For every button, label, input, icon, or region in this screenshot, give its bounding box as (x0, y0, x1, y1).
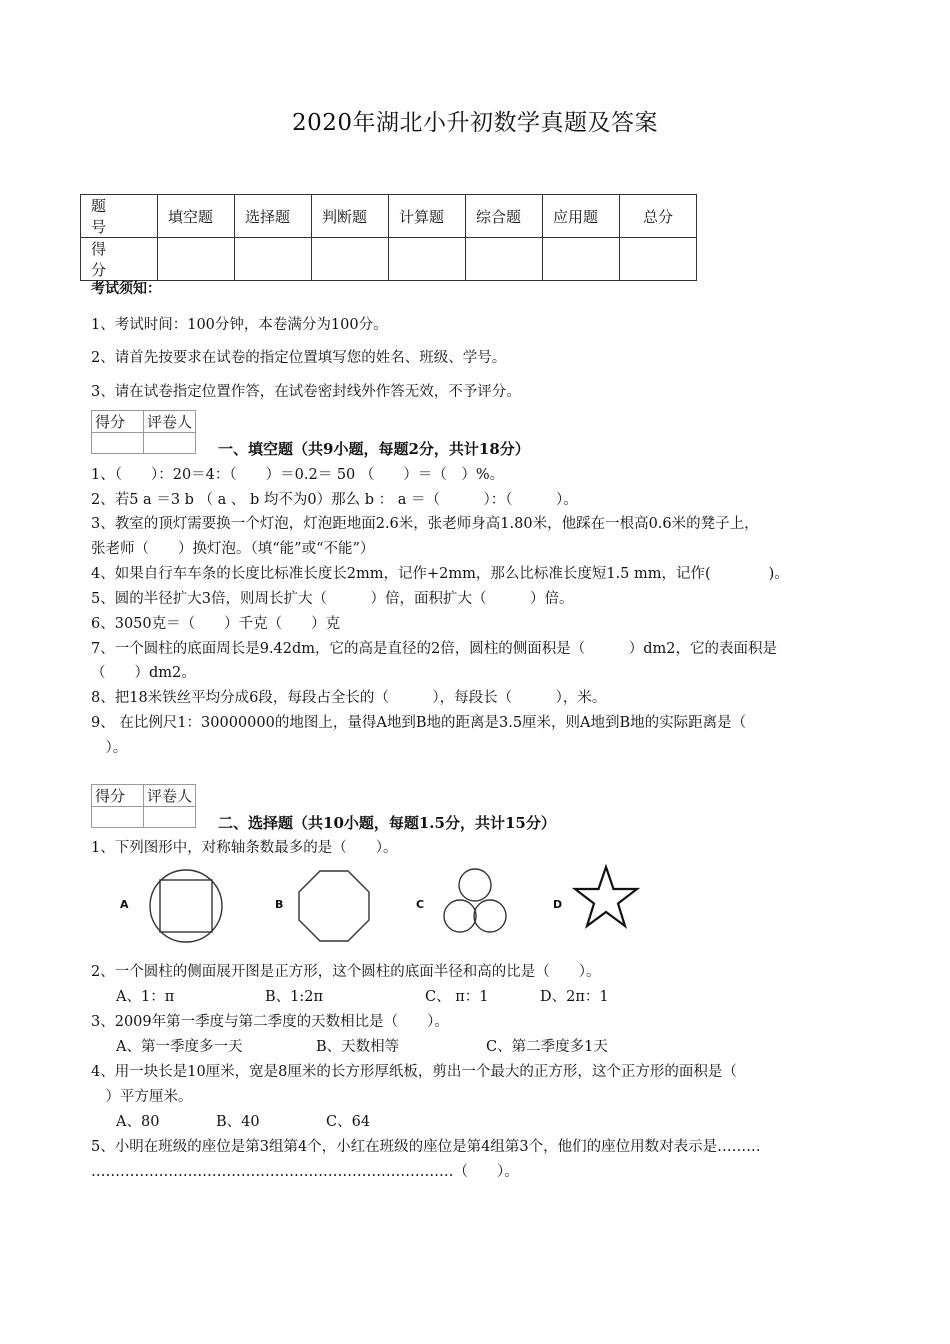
score-cell[interactable] (620, 238, 697, 281)
score-header-cell: 填空题 (158, 195, 235, 238)
option-text: B、1:2π (265, 989, 324, 1005)
question-line: 9、 在比例尺1：30000000的地图上，量得A地到B地的距离是3.5厘米，则A地到B地的实际距离是（ (91, 715, 747, 731)
grader-score-label: 得分 (92, 411, 144, 433)
question-line: 5、圆的半径扩大3倍，则周长扩大（ ）倍，面积扩大（ ）倍。 (91, 591, 574, 607)
circle-square-shape-icon (148, 868, 226, 944)
score-cell[interactable] (235, 238, 312, 281)
grader-score-label: 得分 (92, 785, 144, 807)
score-cell[interactable] (158, 238, 235, 281)
score-header-cell: 计算题 (389, 195, 466, 238)
question-line: 4、如果自行车车条的长度比标准长度长2mm，记作+2mm，那么比标准长度短1.5 mm，记作( )。 (91, 566, 789, 582)
score-cell[interactable] (389, 238, 466, 281)
option-text: C、64 (326, 1114, 371, 1130)
notice-item: 2、请首先按要求在试卷的指定位置填写您的姓名、班级、学号。 (91, 350, 507, 366)
grader-box (91, 784, 196, 828)
grader-reviewer-cell[interactable] (144, 433, 196, 454)
page-title: 2020年湖北小升初数学真题及答案 (291, 110, 659, 136)
notice-heading: 考试须知： (91, 281, 161, 297)
option-text: B、40 (216, 1114, 260, 1130)
star-shape-icon (573, 866, 639, 928)
question-line: ）。 (91, 740, 128, 756)
grader-score-cell[interactable] (92, 433, 144, 454)
score-header-cell: 综合题 (466, 195, 543, 238)
score-header-cell: 应用题 (543, 195, 620, 238)
shape-option-label: B (275, 898, 284, 911)
grader-reviewer-cell[interactable] (144, 807, 196, 828)
question-line: 2、一个圆柱的侧面展开图是正方形，这个圆柱的底面半径和高的比是（ ）。 (91, 964, 601, 980)
question-line: 3、2009年第一季度与第二季度的天数相比是（ ）。 (91, 1014, 449, 1030)
score-header-cell: 判断题 (312, 195, 389, 238)
grader-box (91, 410, 196, 454)
notice-item: 1、考试时间：100分钟，本卷满分为100分。 (91, 317, 388, 333)
question-line: 8、把18米铁丝平均分成6段，每段占全长的（ ），每段长（ ），米。 (91, 690, 607, 706)
notice-item: 3、请在试卷指定位置作答，在试卷密封线外作答无效，不予评分。 (91, 384, 521, 400)
section2-heading: 二、选择题（共10小题，每题1.5分，共计15分） (218, 814, 556, 832)
option-text: A、1：π (116, 989, 175, 1005)
question-line: 1、下列图形中，对称轴条数最多的是（ ）。 (91, 840, 398, 856)
question-line: （ ）dm2。 (91, 665, 196, 681)
question-line: 1、（ ）：20＝4：（ ）＝0.2＝ 50 （ ）＝（ ）%。 (91, 467, 505, 483)
question-line: 7、一个圆柱的底面周长是9.42dm，它的高是直径的2倍，圆柱的侧面积是（ ）dm2，它的表面积是 (91, 641, 778, 657)
question-line: 张老师（ ）换灯泡。（填“能”或“不能”） (91, 541, 375, 557)
option-text: A、第一季度多一天 (116, 1039, 243, 1055)
score-table-score-row (81, 238, 697, 281)
grader-reviewer-label: 评卷人 (144, 785, 196, 807)
score-header-cell: 题 号 (81, 195, 158, 238)
question-line: 5、小明在班级的座位是第3组第4个，小红在班级的座位是第4组第3个，他们的座位用数对表示是……… (91, 1139, 761, 1155)
score-table (80, 194, 697, 281)
option-text: A、80 (116, 1114, 160, 1130)
three-circles-shape-icon (439, 868, 511, 934)
question-line: …………………………………………………………………（ ）。 (91, 1164, 519, 1180)
shape-option-label: D (553, 898, 563, 911)
score-table-header-row (81, 195, 697, 238)
section1-heading: 一、填空题（共9小题，每题2分，共计18分） (218, 440, 530, 458)
option-text: C、第二季度多1天 (486, 1039, 608, 1055)
shape-option-label: A (120, 898, 129, 911)
score-row-label: 得 分 (81, 238, 158, 281)
score-cell[interactable] (543, 238, 620, 281)
shape-option-label: C (416, 898, 425, 911)
grader-reviewer-label: 评卷人 (144, 411, 196, 433)
grader-score-cell[interactable] (92, 807, 144, 828)
score-cell[interactable] (312, 238, 389, 281)
option-text: D、2π：1 (540, 989, 609, 1005)
question-line: 3、教室的顶灯需要换一个灯泡，灯泡距地面2.6米，张老师身高1.80米，他踩在一根高0.6米的凳子上， (91, 516, 759, 532)
octagon-shape-icon (298, 870, 370, 942)
score-cell[interactable] (466, 238, 543, 281)
question-line: 2、若5 a ＝3 b （ a 、 b 均不为0）那么 b ： a ＝（ ）：（ ）。 (91, 492, 578, 508)
score-header-cell: 选择题 (235, 195, 312, 238)
question-line: 4、用一块长是10厘米，宽是8厘米的长方形厚纸板，剪出一个最大的正方形，这个正方形的面积是（ (91, 1064, 737, 1080)
score-header-cell: 总分 (620, 195, 697, 238)
option-text: C、 π：1 (425, 989, 489, 1005)
option-text: B、天数相等 (316, 1039, 400, 1055)
question-line: 6、3050克＝（ ）千克（ ）克 (91, 616, 341, 632)
question-line: ）平方厘米。 (91, 1089, 193, 1105)
